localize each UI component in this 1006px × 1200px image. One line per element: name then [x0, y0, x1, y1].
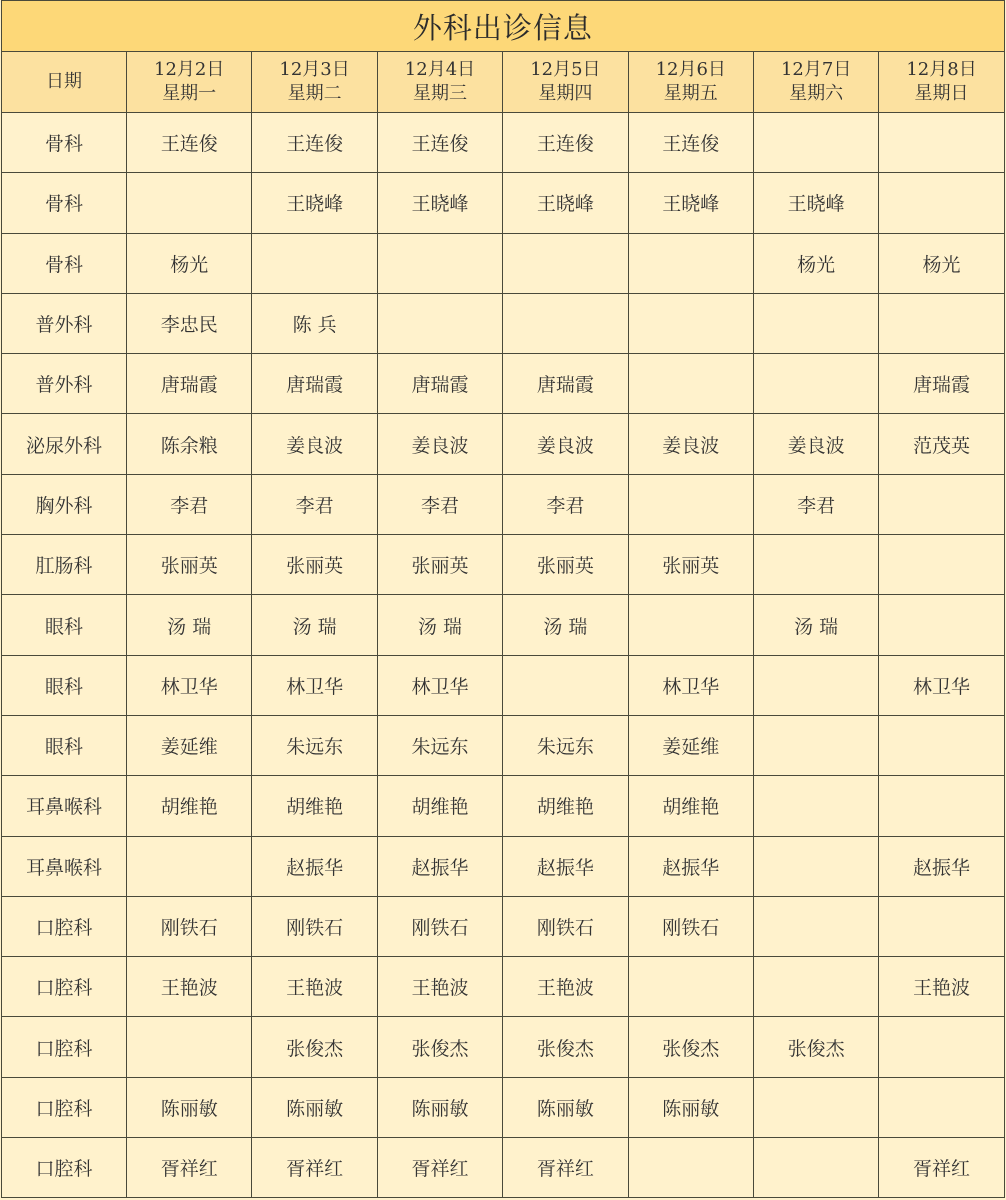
doctor-cell: 姜良波	[377, 414, 502, 474]
doctor-cell: 胡维艳	[252, 776, 377, 836]
department-cell: 普外科	[2, 293, 127, 353]
doctor-cell: 李君	[753, 474, 878, 534]
doctor-cell: 朱远东	[503, 715, 628, 775]
department-cell: 骨科	[2, 233, 127, 293]
doctor-cell: 王艳波	[503, 957, 628, 1017]
doctor-cell	[753, 535, 878, 595]
table-row	[2, 173, 1005, 233]
doctor-cell: 胡维艳	[628, 776, 753, 836]
doctor-cell: 张丽英	[252, 535, 377, 595]
doctor-cell	[879, 1017, 1004, 1077]
doctor-cell: 陈丽敏	[628, 1077, 753, 1137]
doctor-cell	[753, 655, 878, 715]
doctor-cell: 汤 瑞	[127, 595, 252, 655]
doctor-cell: 杨光	[127, 233, 252, 293]
doctor-cell: 王连俊	[628, 113, 753, 173]
doctor-cell	[753, 896, 878, 956]
title-row	[2, 1, 1005, 52]
table-row	[2, 776, 1005, 836]
doctor-cell	[628, 595, 753, 655]
department-cell: 耳鼻喉科	[2, 776, 127, 836]
table-row	[2, 535, 1005, 595]
page-title: 外科出诊信息	[2, 1, 1005, 52]
department-cell: 泌尿外科	[2, 414, 127, 474]
doctor-cell	[628, 233, 753, 293]
doctor-cell: 唐瑞霞	[377, 354, 502, 414]
header-row	[2, 52, 1005, 113]
doctor-cell: 胥祥红	[252, 1138, 377, 1198]
doctor-cell: 刚铁石	[628, 896, 753, 956]
day-header	[753, 52, 878, 113]
doctor-cell: 刚铁石	[252, 896, 377, 956]
department-cell: 口腔科	[2, 957, 127, 1017]
doctor-cell: 王艳波	[252, 957, 377, 1017]
doctor-cell: 赵振华	[377, 836, 502, 896]
doctor-cell: 陈丽敏	[252, 1077, 377, 1137]
table-row	[2, 836, 1005, 896]
day-weekday: 星期一	[162, 83, 217, 104]
day-weekday: 星期六	[789, 83, 844, 104]
doctor-cell: 刚铁石	[127, 896, 252, 956]
doctor-cell: 王连俊	[127, 113, 252, 173]
doctor-cell: 陈余粮	[127, 414, 252, 474]
doctor-cell: 李君	[503, 474, 628, 534]
doctor-cell	[879, 474, 1004, 534]
doctor-cell	[377, 293, 502, 353]
doctor-cell: 王晓峰	[628, 173, 753, 233]
doctor-cell: 李忠民	[127, 293, 252, 353]
doctor-cell	[879, 715, 1004, 775]
doctor-cell	[628, 354, 753, 414]
day-date: 12月2日	[154, 59, 225, 80]
day-weekday: 星期五	[663, 83, 718, 104]
doctor-cell	[628, 293, 753, 353]
doctor-cell	[753, 776, 878, 836]
day-header	[377, 52, 502, 113]
doctor-cell: 张俊杰	[503, 1017, 628, 1077]
doctor-cell: 林卫华	[377, 655, 502, 715]
day-date: 12月7日	[780, 59, 852, 80]
doctor-cell: 陈丽敏	[503, 1077, 628, 1137]
doctor-cell: 张丽英	[503, 535, 628, 595]
doctor-cell: 王连俊	[377, 113, 502, 173]
doctor-cell: 王晓峰	[503, 173, 628, 233]
doctor-cell: 胥祥红	[127, 1138, 252, 1198]
doctor-cell: 唐瑞霞	[879, 354, 1004, 414]
doctor-cell: 汤 瑞	[377, 595, 502, 655]
doctor-cell	[879, 113, 1004, 173]
doctor-cell	[879, 1077, 1004, 1137]
day-date: 12月8日	[906, 59, 977, 80]
table-row	[2, 1077, 1005, 1137]
doctor-cell: 林卫华	[127, 655, 252, 715]
doctor-cell	[377, 233, 502, 293]
doctor-cell: 胡维艳	[127, 776, 252, 836]
doctor-cell	[879, 776, 1004, 836]
doctor-cell: 姜良波	[252, 414, 377, 474]
doctor-cell: 王艳波	[127, 957, 252, 1017]
doctor-cell: 胥祥红	[503, 1138, 628, 1198]
doctor-cell	[753, 1138, 878, 1198]
doctor-cell	[628, 957, 753, 1017]
doctor-cell: 林卫华	[252, 655, 377, 715]
doctor-cell	[628, 474, 753, 534]
table-row	[2, 896, 1005, 956]
doctor-cell	[753, 715, 878, 775]
doctor-cell: 姜延维	[628, 715, 753, 775]
department-cell: 眼科	[2, 715, 127, 775]
table-row	[2, 354, 1005, 414]
doctor-cell: 林卫华	[879, 655, 1004, 715]
doctor-cell: 姜良波	[753, 414, 878, 474]
table-row	[2, 474, 1005, 534]
doctor-cell: 胥祥红	[377, 1138, 502, 1198]
day-header	[252, 52, 377, 113]
table-row	[2, 595, 1005, 655]
doctor-cell: 林卫华	[628, 655, 753, 715]
doctor-cell: 王晓峰	[753, 173, 878, 233]
doctor-cell	[753, 957, 878, 1017]
department-cell: 口腔科	[2, 1017, 127, 1077]
doctor-cell: 王连俊	[252, 113, 377, 173]
doctor-cell: 张俊杰	[377, 1017, 502, 1077]
department-cell: 普外科	[2, 354, 127, 414]
table-row	[2, 293, 1005, 353]
doctor-cell: 赵振华	[628, 836, 753, 896]
doctor-cell	[127, 836, 252, 896]
doctor-cell: 张丽英	[377, 535, 502, 595]
doctor-cell	[879, 595, 1004, 655]
table-row	[2, 655, 1005, 715]
doctor-cell: 李君	[377, 474, 502, 534]
doctor-cell: 胡维艳	[503, 776, 628, 836]
doctor-cell	[628, 1138, 753, 1198]
doctor-cell: 汤 瑞	[252, 595, 377, 655]
doctor-cell: 张俊杰	[628, 1017, 753, 1077]
doctor-cell	[753, 354, 878, 414]
day-weekday: 星期四	[538, 83, 593, 104]
doctor-cell: 姜良波	[503, 414, 628, 474]
day-date: 12月5日	[530, 59, 601, 80]
doctor-cell: 王晓峰	[377, 173, 502, 233]
doctor-cell: 张俊杰	[753, 1017, 878, 1077]
doctor-cell: 杨光	[753, 233, 878, 293]
doctor-cell: 唐瑞霞	[252, 354, 377, 414]
department-cell: 肛肠科	[2, 535, 127, 595]
doctor-cell: 汤 瑞	[503, 595, 628, 655]
doctor-cell: 王连俊	[503, 113, 628, 173]
doctor-cell: 胡维艳	[377, 776, 502, 836]
doctor-cell	[753, 113, 878, 173]
day-header	[503, 52, 628, 113]
doctor-cell: 王艳波	[879, 957, 1004, 1017]
day-weekday: 星期三	[412, 83, 467, 104]
doctor-cell	[753, 836, 878, 896]
department-cell: 口腔科	[2, 1138, 127, 1198]
doctor-cell: 唐瑞霞	[503, 354, 628, 414]
doctor-cell	[252, 233, 377, 293]
doctor-cell: 范茂英	[879, 414, 1004, 474]
doctor-cell: 李君	[252, 474, 377, 534]
doctor-cell: 唐瑞霞	[127, 354, 252, 414]
table-row	[2, 715, 1005, 775]
doctor-cell: 赵振华	[879, 836, 1004, 896]
doctor-cell: 王艳波	[377, 957, 502, 1017]
doctor-cell: 李君	[127, 474, 252, 534]
doctor-cell	[879, 896, 1004, 956]
doctor-cell: 赵振华	[252, 836, 377, 896]
day-date: 12月3日	[279, 59, 350, 80]
table-row	[2, 414, 1005, 474]
doctor-cell: 朱远东	[252, 715, 377, 775]
department-cell: 眼科	[2, 595, 127, 655]
department-cell: 胸外科	[2, 474, 127, 534]
doctor-cell	[127, 1017, 252, 1077]
doctor-cell: 陈 兵	[252, 293, 377, 353]
day-date: 12月6日	[655, 59, 726, 80]
surgery-schedule-table	[1, 0, 1005, 1198]
doctor-cell: 张丽英	[127, 535, 252, 595]
doctor-cell: 姜良波	[628, 414, 753, 474]
doctor-cell	[879, 293, 1004, 353]
doctor-cell: 陈丽敏	[127, 1077, 252, 1137]
day-header	[879, 52, 1004, 113]
department-cell: 骨科	[2, 173, 127, 233]
department-cell: 口腔科	[2, 1077, 127, 1137]
day-date: 12月4日	[404, 59, 476, 80]
doctor-cell: 张俊杰	[252, 1017, 377, 1077]
department-cell: 口腔科	[2, 896, 127, 956]
table-row	[2, 233, 1005, 293]
table-row	[2, 1017, 1005, 1077]
day-header	[628, 52, 753, 113]
day-weekday: 星期二	[287, 83, 342, 104]
day-weekday: 星期日	[914, 83, 969, 104]
doctor-cell: 胥祥红	[879, 1138, 1004, 1198]
date-column-header: 日期	[2, 52, 127, 113]
department-cell: 眼科	[2, 655, 127, 715]
doctor-cell: 刚铁石	[503, 896, 628, 956]
doctor-cell: 汤 瑞	[753, 595, 878, 655]
table-row	[2, 957, 1005, 1017]
day-header	[127, 52, 252, 113]
schedule-body	[2, 113, 1005, 1198]
doctor-cell	[753, 293, 878, 353]
doctor-cell: 杨光	[879, 233, 1004, 293]
doctor-cell: 姜延维	[127, 715, 252, 775]
table-row	[2, 113, 1005, 173]
doctor-cell	[879, 173, 1004, 233]
doctor-cell: 赵振华	[503, 836, 628, 896]
doctor-cell: 刚铁石	[377, 896, 502, 956]
doctor-cell: 王晓峰	[252, 173, 377, 233]
doctor-cell: 朱远东	[377, 715, 502, 775]
doctor-cell	[753, 1077, 878, 1137]
doctor-cell	[503, 233, 628, 293]
department-cell: 骨科	[2, 113, 127, 173]
doctor-cell	[503, 293, 628, 353]
table-row	[2, 1138, 1005, 1198]
doctor-cell: 张丽英	[628, 535, 753, 595]
doctor-cell	[879, 535, 1004, 595]
doctor-cell	[503, 655, 628, 715]
doctor-cell	[127, 173, 252, 233]
department-cell: 耳鼻喉科	[2, 836, 127, 896]
doctor-cell: 陈丽敏	[377, 1077, 502, 1137]
